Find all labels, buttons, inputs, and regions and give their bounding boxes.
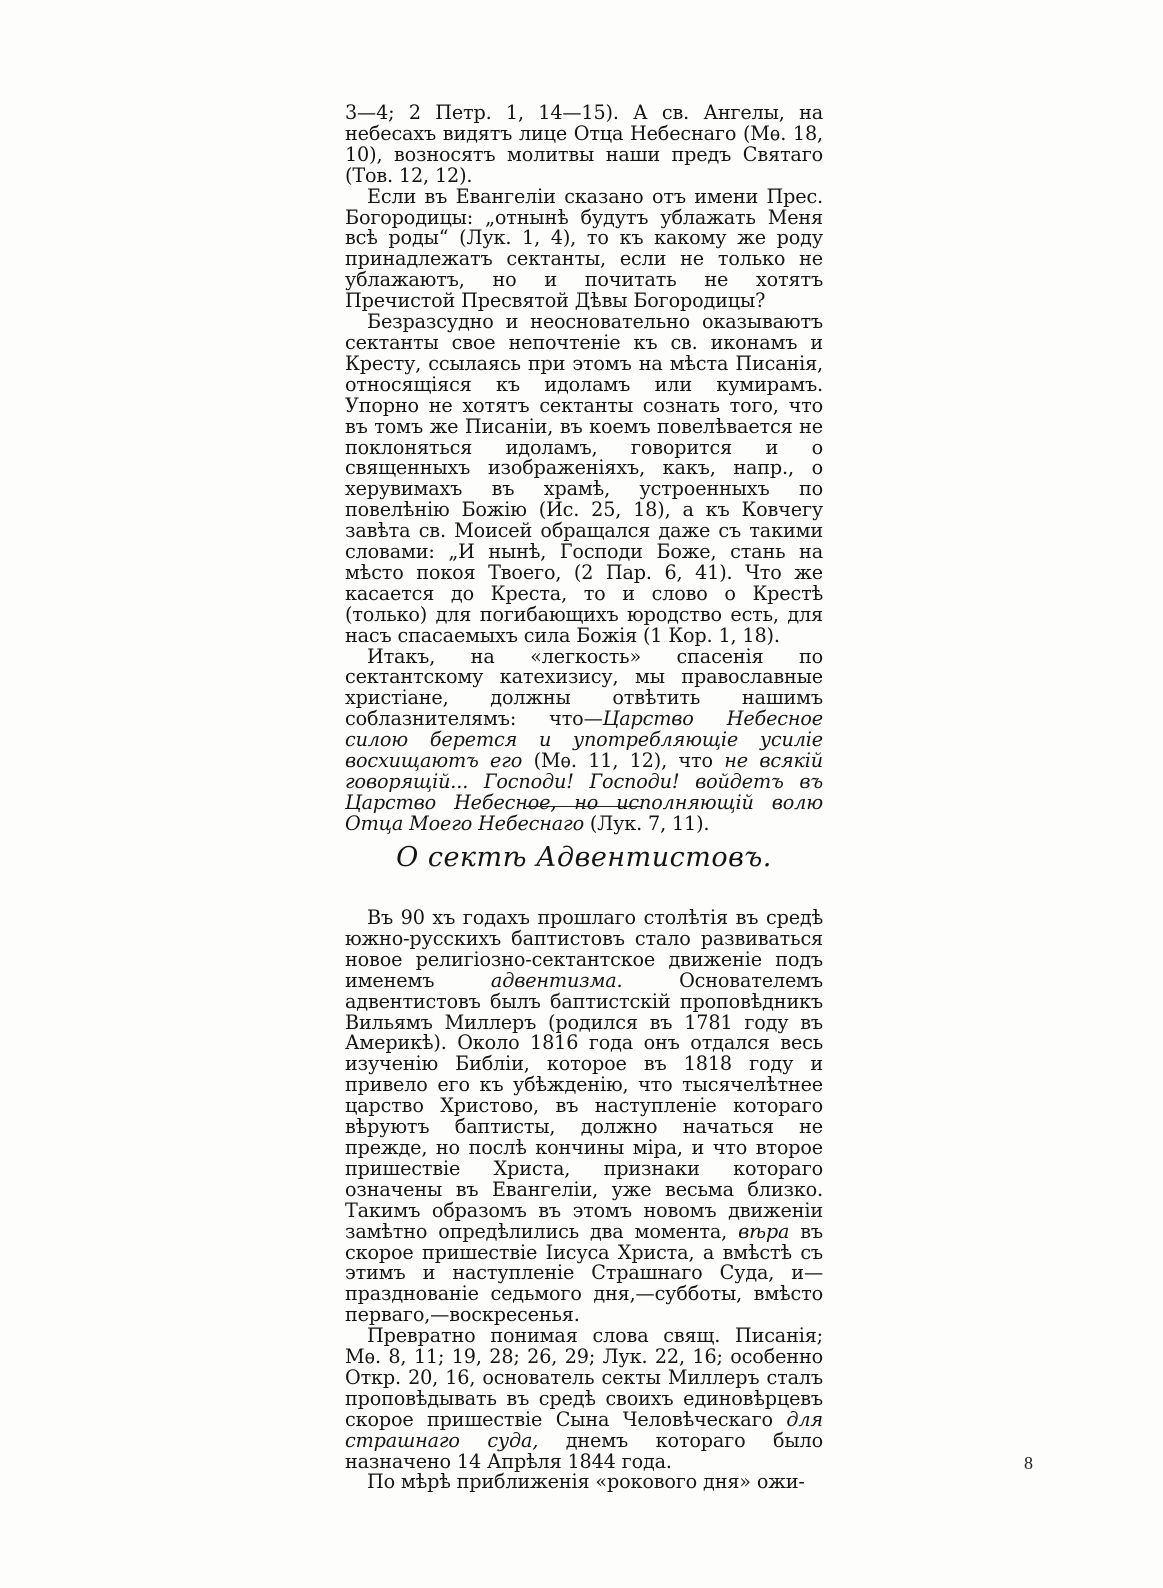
- text-run: Превратно понимая слова свящ. Писанія; Мѳ. 8, 11; 19, 28; 26, 29; Лук. 22, 16; особенно Откр. 20, 16, основатель секты Миллеръ сталъ проповѣдывать въ средѣ своихъ единовѣрцевъ скорое пришествіе Сына Человѣческаго: [345, 1324, 823, 1431]
- paragraph: [345, 1326, 823, 1472]
- section-divider: [526, 806, 642, 807]
- italic-quote: не всякій говорящій... Господи! Господи! войдетъ въ Царство Небесное, но исполняющій волю Отца Моего Небеснаго: [345, 749, 823, 835]
- text-run: Въ 90 хъ годахъ прошлаго столѣтія въ средѣ южно-русскихъ баптистовъ стало развиваться новое религіозно-сектантское движеніе подъ именемъ: [345, 906, 823, 992]
- paragraph: По мѣрѣ приближенія «рокового дня» ожи-: [367, 1470, 805, 1494]
- section-heading: О сектѣ Адвентистовъ.: [396, 842, 772, 873]
- text-column-top: [345, 103, 823, 835]
- italic-term: вѣра: [738, 1219, 790, 1243]
- italic-term: для страшнаго суда,: [345, 1407, 823, 1452]
- italic-term: адвентизма.: [490, 968, 623, 992]
- page-number: 8: [1024, 1453, 1033, 1473]
- text-run: въ скорое пришествіе Іисуса Христа, а вмѣстѣ съ этимъ и наступленіе Страшнаго Суда, и—празднованіе седьмого дня,—субботы, вмѣсто перваго,—воскресенья.: [345, 1219, 823, 1327]
- paragraph: Безразсудно и неосновательно оказываютъ сектанты свое непочтеніе къ св. иконамъ и Кресту, ссылаясь при этомъ на мѣста Писанія, относящіяся къ идоламъ или кумирамъ. Упорно не хотятъ сектанты сознать того, что въ томъ же Писаніи, въ коемъ повелѣвается не поклоняться идоламъ, говорится и о священныхъ изображеніяхъ, какъ, напр., о херувимахъ въ храмѣ, устроенныхъ по повелѣнію Божію (Ис. 25, 18), а къ Ковчегу завѣта св. Моисей обращался даже съ такими словами: „И нынѣ, Господи Боже, стань на мѣсто покоя Твоего, (2 Пар. 6, 41). Что же касается до Креста, то и слово о Крестѣ (только) для погибающихъ юродство есть, для насъ спасаемыхъ сила Божія (1 Кор. 1, 18).: [345, 310, 823, 647]
- text-run: Итакъ, на «легкость» спасенія по сектантскому катехизису, мы православные христіане, должны отвѣтить нашимъ соблазнителямъ: что—: [345, 644, 823, 731]
- text-column-bottom: [345, 908, 823, 1493]
- paragraph: [345, 908, 823, 1326]
- text-run: (Лук. 7, 11).: [583, 811, 710, 835]
- text-run: Основателемъ адвентистовъ былъ баптистскій проповѣдникъ Вильямъ Миллеръ (родился въ 1781 году въ Америкѣ). Около 1816 года онъ отдался весь изученію Библіи, которое въ 1818 году и привело его къ убѣжденію, что тысячелѣтнее царство Христово, въ наступленіе котораго вѣруютъ баптисты, должно начаться не прежде, но послѣ кончины міра, и что второе пришествіе Христа, признаки котораго означены въ Евангеліи, уже весьма близко. Такимъ образомъ въ этомъ новомъ движеніи замѣтно опредѣлились два момента,: [345, 968, 823, 1243]
- text-run: днемъ котораго было назначено 14 Апрѣля 1844 года.: [345, 1428, 823, 1473]
- paragraph: Если въ Евангеліи сказано отъ имени Прес. Богородицы: „отнынѣ будутъ ублажать Меня всѣ роды“ (Лук. 1, 4), то къ какому же роду принадлежатъ сектанты, если не только не ублажаютъ, но и почитать не хотятъ Пречистой Пресвятой Дѣвы Богородицы?: [345, 184, 823, 313]
- paragraph: 3—4; 2 Петр. 1, 14—15). А св. Ангелы, на небесахъ видятъ лице Отца Небеснаго (Мѳ. 18, 10), возносятъ молитвы наши предъ Святаго (Тов. 12, 12).: [345, 101, 823, 187]
- text-run: (Мѳ. 11, 12), что: [522, 749, 725, 773]
- italic-quote: Царство Небесное силою берется и употребляющіе усиліе восхищаютъ его: [345, 707, 823, 773]
